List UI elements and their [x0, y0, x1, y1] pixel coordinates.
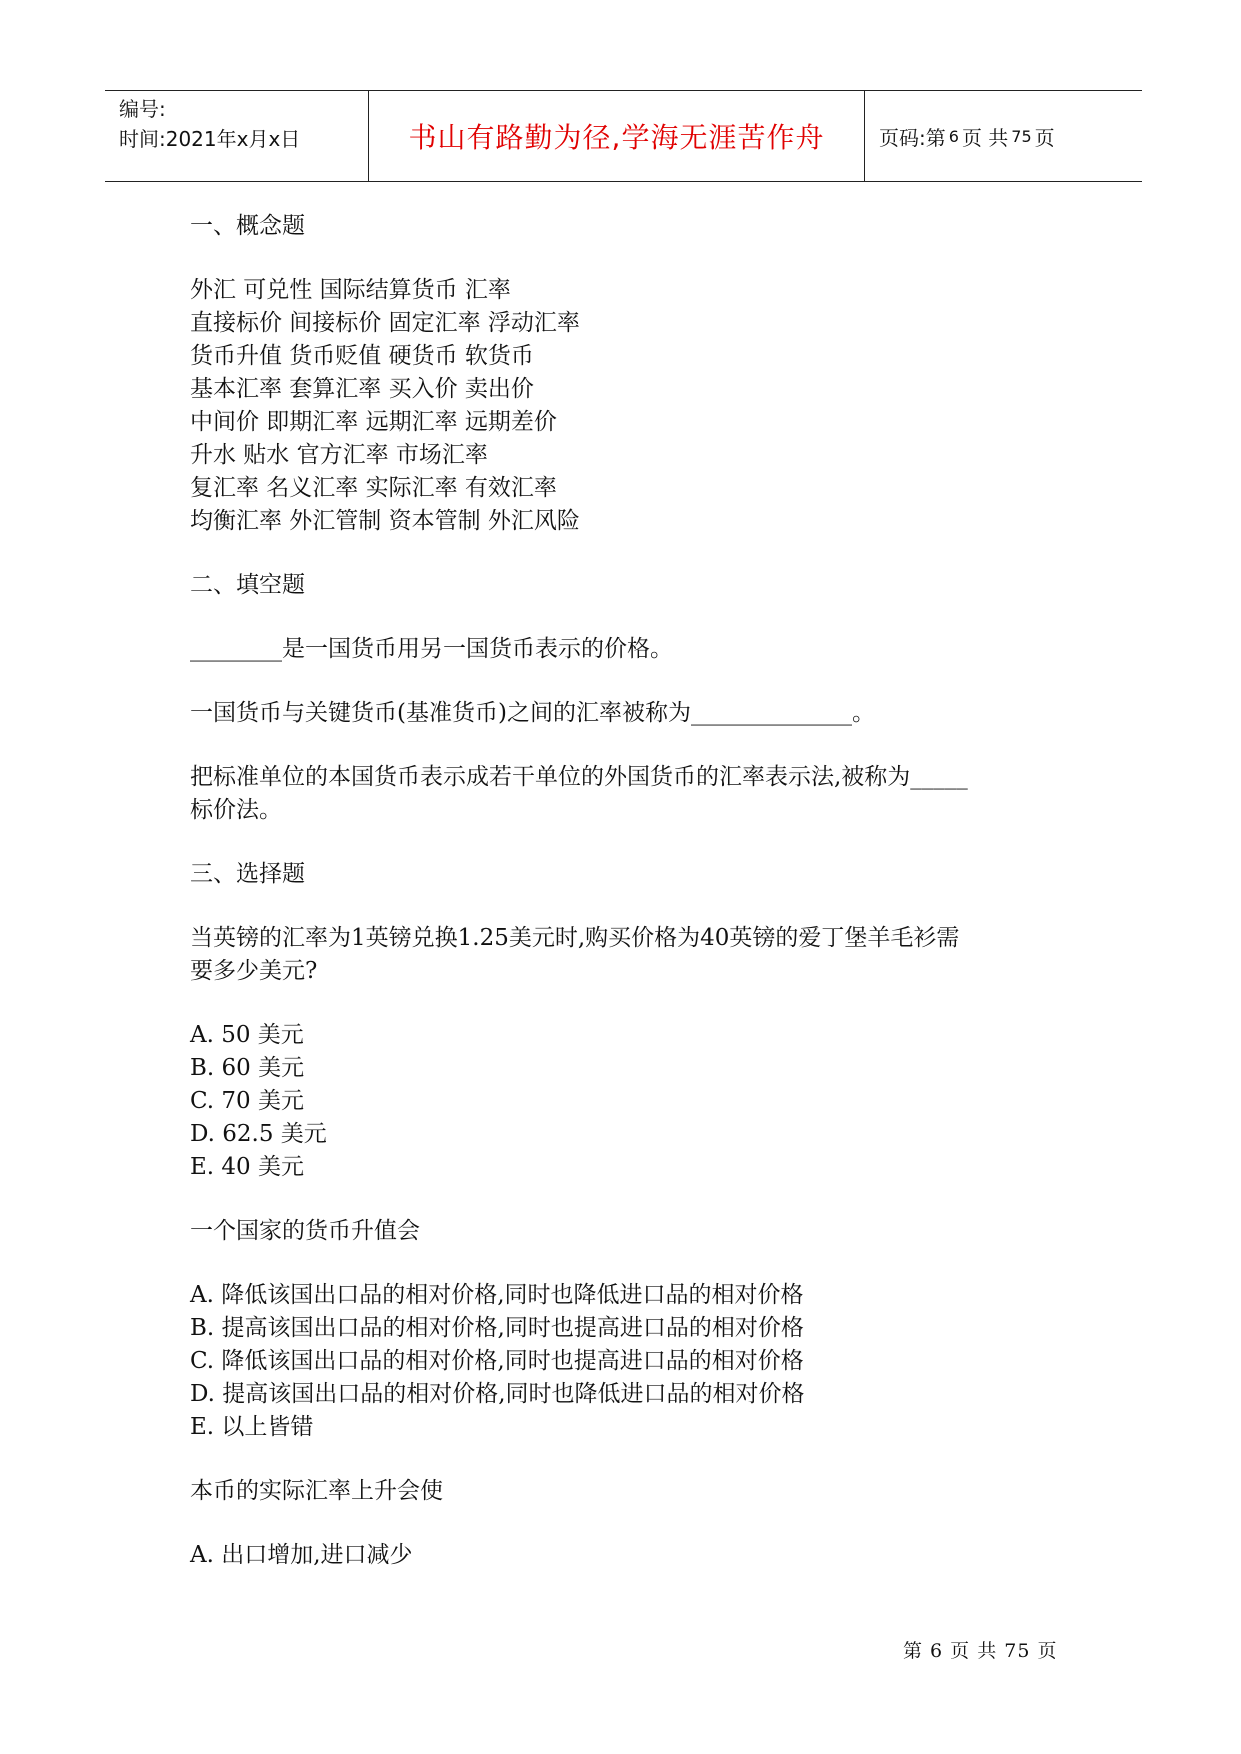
- page-suffix: 页: [1034, 125, 1055, 150]
- choice-question-3-options: [190, 1539, 1070, 1572]
- concept-line: 均衡汇率 外汇管制 资本管制 外汇风险: [190, 508, 580, 534]
- page-middle: 页 共: [961, 125, 1009, 150]
- option-item: D. 提高该国出口品的相对价格,同时也降低进口品的相对价格: [190, 1381, 805, 1407]
- concept-line: 货币升值 货币贬值 硬货币 软货币: [190, 343, 534, 369]
- option-item: A. 降低该国出口品的相对价格,同时也降低进口品的相对价格: [190, 1282, 804, 1308]
- concept-line: 中间价 即期汇率 远期汇率 远期差价: [190, 409, 557, 435]
- option-item: E. 以上皆错: [190, 1414, 314, 1440]
- option-item: E. 40 美元: [190, 1154, 304, 1180]
- choice-question-1-options: [190, 1019, 1070, 1184]
- time-label: 时间:2021年x月x日: [119, 127, 301, 151]
- option-item: D. 62.5 美元: [190, 1121, 327, 1147]
- concept-line: 外汇 可兑性 国际结算货币 汇率: [190, 277, 511, 303]
- document-body: [190, 210, 1070, 1572]
- choice-question-3: 本币的实际汇率上升会使: [190, 1478, 443, 1504]
- page-prefix: 页码:第: [879, 125, 946, 150]
- choice-question-1: [190, 922, 1060, 988]
- option-item: C. 降低该国出口品的相对价格,同时也提高进口品的相对价格: [190, 1348, 804, 1374]
- option-item: C. 70 美元: [190, 1088, 304, 1114]
- option-item: A. 出口增加,进口减少: [190, 1542, 413, 1568]
- choice-question-1-line: 当英镑的汇率为1英镑兑换1.25美元时,购买价格为40英镑的爱丁堡羊毛衫需: [190, 925, 960, 951]
- concept-line: 升水 贴水 官方汇率 市场汇率: [190, 442, 488, 468]
- header-info-cell: [105, 91, 369, 181]
- number-label: 编号:: [119, 97, 166, 121]
- choice-question-2: 一个国家的货币升值会: [190, 1218, 420, 1244]
- concept-line: 复汇率 名义汇率 实际汇率 有效汇率: [190, 475, 557, 501]
- concept-list: [190, 274, 1070, 538]
- page-current: 6: [948, 126, 959, 146]
- header-motto: 书山有路勤为径,学海无涯苦作舟: [369, 91, 865, 181]
- page-total: 75: [1011, 126, 1032, 146]
- fill-question-1: ________是一国货币用另一国货币表示的价格。: [190, 636, 673, 662]
- fill-question-3-line: 标价法。: [190, 797, 282, 823]
- option-item: B. 60 美元: [190, 1055, 305, 1081]
- document-header: [105, 90, 1142, 182]
- header-page-number: [865, 91, 1142, 181]
- fill-question-3: [190, 761, 1060, 827]
- section-title-choice: 三、选择题: [190, 861, 305, 887]
- fill-question-2: 一国货币与关键货币(基准货币)之间的汇率被称为______________。: [190, 700, 875, 726]
- section-title-concepts: 一、概念题: [190, 213, 305, 239]
- concept-line: 直接标价 间接标价 固定汇率 浮动汇率: [190, 310, 580, 336]
- option-item: A. 50 美元: [190, 1022, 304, 1048]
- option-item: B. 提高该国出口品的相对价格,同时也提高进口品的相对价格: [190, 1315, 804, 1341]
- section-title-fill: 二、填空题: [190, 572, 305, 598]
- fill-question-3-line: 把标准单位的本国货币表示成若干单位的外国货币的汇率表示法,被称为_____: [190, 764, 968, 790]
- choice-question-1-line: 要多少美元?: [190, 958, 318, 984]
- concept-line: 基本汇率 套算汇率 买入价 卖出价: [190, 376, 534, 402]
- page-footer: 第 6 页 共 75 页: [903, 1640, 1058, 1662]
- choice-question-2-options: [190, 1279, 1070, 1444]
